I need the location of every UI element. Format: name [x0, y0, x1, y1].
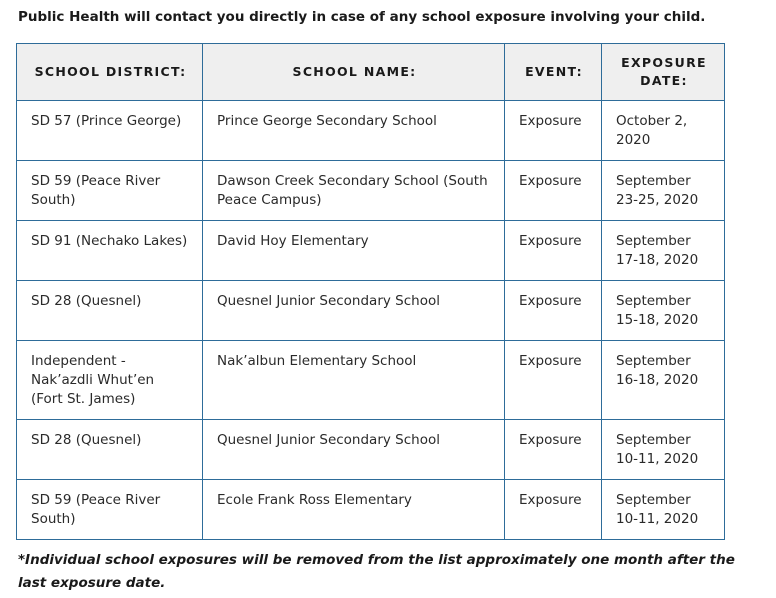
cell-exposure-date: September 10-11, 2020 [602, 420, 725, 480]
school-exposure-table [16, 43, 725, 540]
cell-school-district: SD 59 (Peace River South) [17, 480, 203, 540]
cell-school-name: David Hoy Elementary [203, 221, 505, 281]
cell-event: Exposure [505, 480, 602, 540]
cell-event: Exposure [505, 420, 602, 480]
cell-school-name: Prince George Secondary School [203, 101, 505, 161]
table-row [17, 341, 725, 420]
cell-exposure-date: September 10-11, 2020 [602, 480, 725, 540]
table-header-row [17, 44, 725, 101]
cell-school-district: SD 57 (Prince George) [17, 101, 203, 161]
cell-exposure-date: September 16-18, 2020 [602, 341, 725, 420]
cell-school-name: Dawson Creek Secondary School (South Peace Campus) [203, 161, 505, 221]
cell-school-district: SD 59 (Peace River South) [17, 161, 203, 221]
header-event: EVENT: [505, 44, 602, 101]
table-row [17, 480, 725, 540]
cell-school-name: Nak’albun Elementary School [203, 341, 505, 420]
table-row [17, 281, 725, 341]
cell-school-district: Independent - Nak’azdli Whut’en (Fort St. James) [17, 341, 203, 420]
intro-text: Public Health will contact you directly in case of any school exposure involving your child. [18, 9, 706, 25]
cell-school-district: SD 91 (Nechako Lakes) [17, 221, 203, 281]
cell-event: Exposure [505, 221, 602, 281]
table-row [17, 101, 725, 161]
footnote-text: *Individual school exposures will be removed from the list approximately one month after the last exposure date. [18, 552, 735, 591]
table-row [17, 161, 725, 221]
cell-exposure-date: September 15-18, 2020 [602, 281, 725, 341]
table-row [17, 420, 725, 480]
header-school-name: SCHOOL NAME: [203, 44, 505, 101]
header-exposure-date: EXPOSURE DATE: [602, 44, 725, 101]
cell-event: Exposure [505, 161, 602, 221]
cell-event: Exposure [505, 281, 602, 341]
cell-exposure-date: September 17-18, 2020 [602, 221, 725, 281]
cell-exposure-date: September 23-25, 2020 [602, 161, 725, 221]
cell-event: Exposure [505, 341, 602, 420]
header-school-district: SCHOOL DISTRICT: [17, 44, 203, 101]
cell-school-name: Quesnel Junior Secondary School [203, 281, 505, 341]
cell-exposure-date: October 2, 2020 [602, 101, 725, 161]
cell-school-name: Quesnel Junior Secondary School [203, 420, 505, 480]
cell-school-district: SD 28 (Quesnel) [17, 281, 203, 341]
cell-school-name: Ecole Frank Ross Elementary [203, 480, 505, 540]
cell-event: Exposure [505, 101, 602, 161]
cell-school-district: SD 28 (Quesnel) [17, 420, 203, 480]
table-row [17, 221, 725, 281]
